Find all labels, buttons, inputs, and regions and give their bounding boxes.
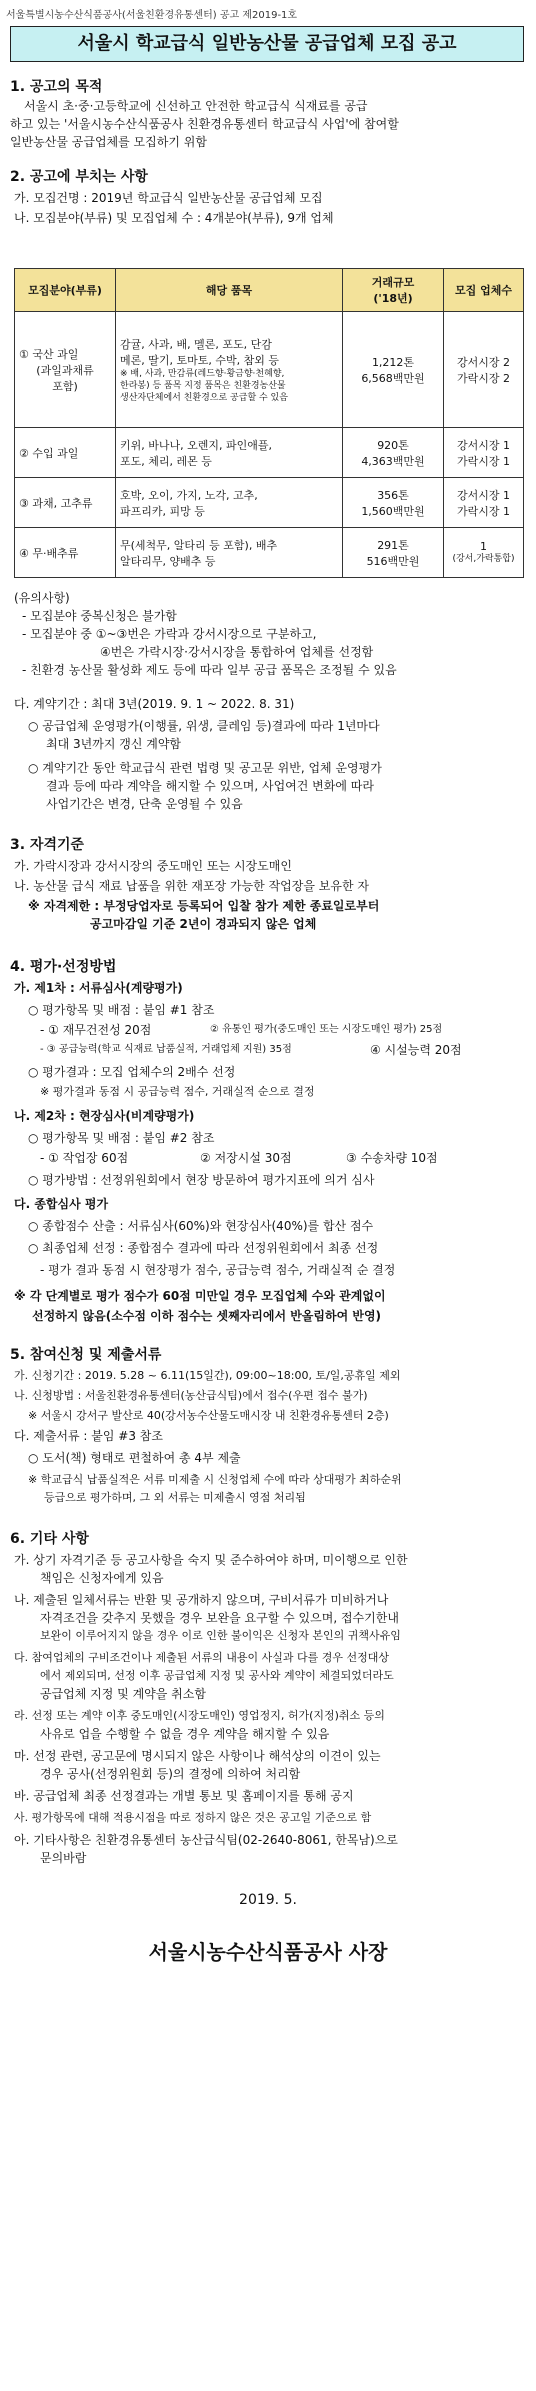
s3-restriction: 공고마감일 기준 2년이 경과되지 않은 업체 [90,917,317,931]
s6-line: 사. 평가항목에 대해 적용시점을 따로 정하지 않은 것은 공고일 기준으로 함 [14,1811,372,1824]
s6-line: 경우 공사(선정위원회 등)의 결정에 의하여 처리함 [40,1767,301,1781]
section-1-heading: 1. 공고의 목적 [10,79,103,95]
cell-count [444,528,524,578]
item-note: 생산자단체에서 친환경으로 공급할 수 있음 [120,392,288,403]
s6-line: 가. 상기 자격기준 등 공고사항을 숙지 및 준수하여야 하며, 미이행으로 인한 [14,1553,408,1567]
s4-line: ② 유통인 평가(중도매인 또는 시장도매인 평가) 25점 [210,1024,443,1035]
table-row [15,478,524,528]
count-text: 가락시장 1 [457,454,510,468]
s1-line-2: 하고 있는 '서울시농수산식품공사 친환경유통센터 학교급식 사업'에 참여할 [10,117,399,131]
cat-text: (과일과채류 [36,363,94,377]
volume-won: 4,363백만원 [361,454,425,468]
s6-line: 다. 참여업체의 구비조건이나 제출된 서류의 내용이 사실과 다를 경우 선정대상 [14,1651,389,1664]
item-note: ※ 배, 사과, 만감류(레드향·황금향·천혜향, [120,368,285,379]
s4-line: ○ 평가방법 : 선정위원회에서 현장 방문하여 평가지표에 의거 심사 [28,1173,375,1187]
count-text: 강서시장 2 [457,355,510,369]
notice-title: 서울시 학교급식 일반농산물 공급업체 모집 공고 [10,26,524,62]
contract-line: 결과 등에 따라 계약을 해지할 수 있으며, 사업여건 변화에 따라 [46,779,374,793]
note-line: ④번은 가락시장·강서시장을 통합하여 업체를 선정함 [100,645,374,659]
cell-items [116,478,343,528]
contract-period: 다. 계약기간 : 최대 3년(2019. 9. 1 ~ 2022. 8. 31) [14,697,295,711]
section-3-heading: 3. 자격기준 [10,837,85,853]
section-4-heading: 4. 평가·선정방법 [10,959,117,975]
table-row [15,428,524,478]
contract-line: ○ 공급업체 운영평가(이행률, 위생, 클레임 등)결과에 따라 1년마다 [28,719,380,733]
count-text: (강서,가락통합) [452,554,515,564]
s6-line: 바. 공급업체 최종 선정결과는 개별 통보 및 홈페이지를 통해 공지 [14,1789,354,1803]
s3-na: 나. 농산물 급식 재료 납품을 위한 재포장 가능한 작업장을 보유한 자 [14,879,369,893]
s6-line: 사유로 업을 수행할 수 없을 경우 계약을 해지할 수 있음 [40,1727,330,1741]
s6-line: 자격조건을 갖추지 못했을 경우 보완을 요구할 수 있으며, 접수기한내 [40,1611,399,1625]
cat-text: ① 국산 과일 [19,347,79,361]
s5-line: ○ 도서(책) 형태로 편철하여 총 4부 제출 [28,1451,241,1465]
note-line: - 모집분야 중 ①~③번은 가락과 강서시장으로 구분하고, [22,627,317,641]
cell-volume [343,312,444,428]
volume-won: 1,560백만원 [361,504,425,518]
s1-line-3: 일반농산물 공급업체를 모집하기 위함 [10,135,207,149]
s6-line: 책임은 신청자에게 있음 [40,1571,164,1585]
cell-count [444,312,524,428]
th-company-count: 모집 업체수 [444,269,524,312]
s4-da: 다. 종합심사 평가 [14,1197,109,1211]
note-line: - 모집분야 중복신청은 불가함 [22,609,177,623]
s6-line: 공급업체 지정 및 계약을 취소함 [40,1687,206,1701]
s6-line: 문의바람 [40,1851,87,1865]
s4-line: ※ 평가결과 동점 시 공급능력 점수, 거래실적 순으로 결정 [40,1085,315,1098]
s5-na: 나. 신청방법 : 서울친환경유통센터(농산급식팀)에서 접수(우편 접수 불가) [14,1389,368,1402]
notes-heading: (유의사항) [14,591,70,605]
volume-won: 516백만원 [366,554,420,568]
item-text: 호박, 오이, 가지, 노각, 고추, [120,488,258,502]
cell-category [15,312,116,428]
item-text: 감귤, 사과, 배, 멜론, 포도, 단감 [120,337,272,351]
s4-warning: ※ 각 단계별로 평가 점수가 60점 미만일 경우 모집업체 수와 관계없이 [14,1289,386,1303]
notice-date: 2019. 5. [239,1892,297,1908]
item-text: 메론, 딸기, 토마토, 수박, 참외 등 [120,353,279,367]
s2-na: 나. 모집분야(부류) 및 모집업체 수 : 4개분야(부류), 9개 업체 [14,211,334,225]
cell-items [116,312,343,428]
cell-category: ② 수입 과일 [15,428,116,478]
s4-line: ○ 최종업체 선정 : 종합점수 결과에 따라 선정위원회에서 최종 선정 [28,1241,379,1255]
th-volume-label: 거래규모 [371,276,415,289]
s5-address: ※ 서울시 강서구 발산로 40(강서농수산물도매시장 내 친환경유통센터 2층) [28,1409,389,1422]
s5-ga: 가. 신청기간 : 2019. 5.28 ~ 6.11(15일간), 09:00~18:00, 토/일,공휴일 제외 [14,1369,401,1382]
section-5-heading: 5. 참여신청 및 제출서류 [10,1347,162,1363]
s4-line: - ① 작업장 60점 [40,1151,129,1165]
contract-line: 사업기간은 변경, 단축 운영될 수 있음 [46,797,243,811]
section-2-heading: 2. 공고에 부치는 사항 [10,169,148,185]
s6-line: 아. 기타사항은 친환경유통센터 농산급식팀(02-2640-8061, 한목남)으로 [14,1833,398,1847]
item-text: 알타리무, 양배추 등 [120,554,216,568]
s4-line: ② 저장시설 30점 [200,1151,292,1165]
note-line: - 친환경 농산물 활성화 제도 등에 따라 일부 공급 품목은 조정될 수 있음 [22,663,397,677]
cat-text: 포함) [52,379,78,393]
s4-line: ④ 시설능력 20점 [370,1043,462,1057]
s5-warning: ※ 학교급식 납품실적은 서류 미제출 시 신청업체 수에 따라 상대평가 최하순위 [28,1473,402,1486]
item-text: 무(세척무, 알타리 등 포함), 배추 [120,538,278,552]
cell-category: ③ 과채, 고추류 [15,478,116,528]
s4-line: ③ 수송차량 10점 [346,1151,438,1165]
s4-line: - 평가 결과 동점 시 현장평가 점수, 공급능력 점수, 거래실적 순 결정 [40,1263,396,1277]
th-category: 모집분야(부류) [15,269,116,312]
s4-ga: 가. 제1차 : 서류심사(계량평가) [14,981,183,995]
item-text: 파프리카, 피망 등 [120,504,205,518]
volume-won: 6,568백만원 [361,371,425,385]
count-text: 강서시장 1 [457,438,510,452]
volume-tons: 291톤 [377,538,409,552]
document-header: 서울특별시농수산식품공사(서울친환경유통센터) 공고 제2019-1호 [6,10,298,21]
s3-restriction: ※ 자격제한 : 부정당업자로 등록되어 입찰 참가 제한 종료일로부터 [28,899,380,913]
cell-volume [343,428,444,478]
table-header-row [15,269,524,312]
volume-tons: 1,212톤 [371,355,415,369]
cell-category: ④ 무·배추류 [15,528,116,578]
item-text: 포도, 체리, 레몬 등 [120,454,212,468]
section-6-heading: 6. 기타 사항 [10,1531,89,1547]
volume-tons: 920톤 [377,438,409,452]
cell-count [444,478,524,528]
cell-volume [343,528,444,578]
s3-ga: 가. 가락시장과 강서시장의 중도매인 또는 시장도매인 [14,859,292,873]
s5-da: 다. 제출서류 : 붙임 #3 참조 [14,1429,163,1443]
th-volume-year: ('18년) [373,292,413,305]
count-text: 1 [480,540,487,553]
s4-na: 나. 제2차 : 현장심사(비계량평가) [14,1109,195,1123]
signature: 서울시농수산식품공사 사장 [148,1940,388,1964]
th-items: 해당 품목 [116,269,343,312]
s4-line: ○ 종합점수 산출 : 서류심사(60%)와 현장심사(40%)를 합산 점수 [28,1219,374,1233]
count-text: 가락시장 2 [457,371,510,385]
item-note: 한라봉) 등 품목 지정 품목은 친환경농산물 [120,380,286,391]
count-text: 가락시장 1 [457,504,510,518]
cell-items [116,528,343,578]
recruitment-table [14,268,524,578]
s4-line: ○ 평가항목 및 배점 : 붙임 #2 참조 [28,1131,215,1145]
s4-line: - ① 재무건전성 20점 [40,1023,152,1037]
contract-line: 최대 3년까지 갱신 계약함 [46,737,181,751]
s4-line: - ③ 공급능력(학교 식재료 납품실적, 거래업체 지원) 35점 [40,1044,292,1055]
s4-line: ○ 평가항목 및 배점 : 붙임 #1 참조 [28,1003,215,1017]
s4-warning: 선정하지 않음(소수점 이하 점수는 셋째자리에서 반올림하여 반영) [32,1309,382,1323]
cell-volume [343,478,444,528]
s6-line: 보완이 이루어지지 않을 경우 이로 인한 불이익은 신청자 본인의 귀책사유임 [40,1629,401,1642]
contract-line: ○ 계약기간 동안 학교급식 관련 법령 및 공고문 위반, 업체 운영평가 [28,761,382,775]
s6-line: 마. 선정 관련, 공고문에 명시되지 않은 사항이나 해석상의 이견이 있는 [14,1749,381,1763]
s4-line: ○ 평가결과 : 모집 업체수의 2배수 선정 [28,1065,236,1079]
count-text: 강서시장 1 [457,488,510,502]
s5-warning: 등급으로 평가하며, 그 외 서류는 미제출시 영점 처리됨 [44,1491,306,1504]
s6-line: 나. 제출된 일체서류는 반환 및 공개하지 않으며, 구비서류가 미비하거나 [14,1593,389,1607]
volume-tons: 356톤 [377,488,409,502]
s6-line: 에서 제외되며, 선정 이후 공급업체 지정 및 공사와 계약이 체결되었더라도 [40,1669,394,1682]
th-volume [343,269,444,312]
s1-line-1: 서울시 초·중·고등학교에 신선하고 안전한 학교급식 식재료를 공급 [24,99,368,113]
cell-items [116,428,343,478]
item-text: 키위, 바나나, 오렌지, 파인애플, [120,438,272,452]
table-row [15,528,524,578]
table-row [15,312,524,428]
s2-ga: 가. 모집건명 : 2019년 학교급식 일반농산물 공급업체 모집 [14,191,323,205]
cell-count [444,428,524,478]
s6-line: 라. 선정 또는 계약 이후 중도매인(시장도매인) 영업정지, 허가(지정)취소 등의 [14,1709,385,1722]
